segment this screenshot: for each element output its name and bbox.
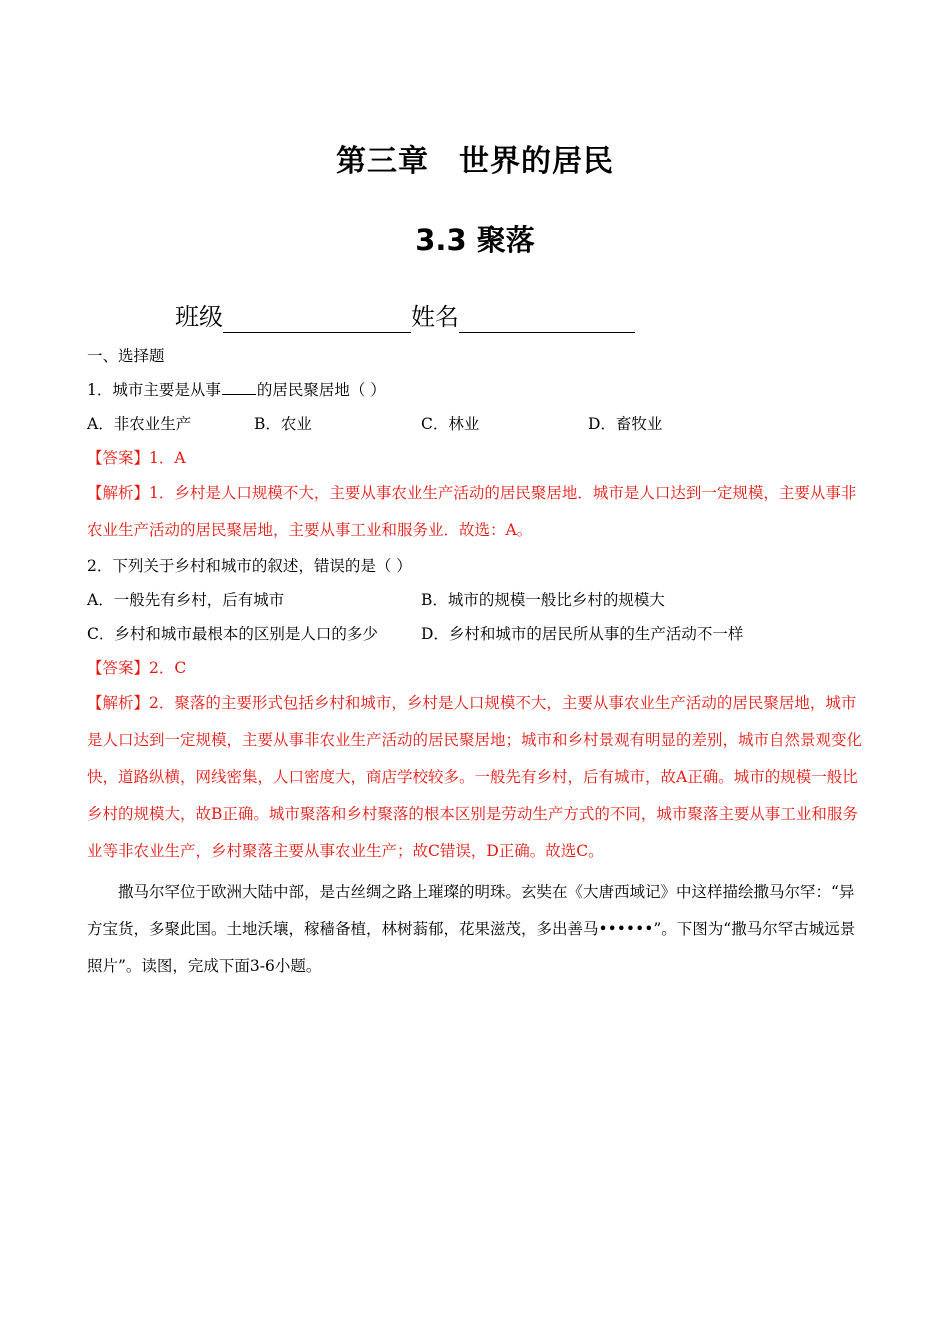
question-2-analysis	[87, 685, 862, 870]
question-1-answer	[87, 441, 862, 475]
question-1-stem	[87, 373, 862, 407]
question-content	[87, 339, 862, 985]
question-1-option-a: A．非农业生产	[87, 415, 192, 433]
question-2-option-a: A．一般先有乡村，后有城市	[87, 591, 285, 609]
reading-passage: 撒马尔罕位于欧洲大陆中部，是古丝绸之路上璀璨的明珠。玄奘在《大唐西域记》中这样描绘撒马尔罕：“异方宝货，多聚此国。土地沃壤，稼穑备植，林树蓊郁，花果滋茂，多出善马••••••”。下图为“撒马尔罕古城远景照片”。读图，完成下面3-6小题。	[87, 883, 856, 975]
section-heading: 一、选择题	[87, 347, 165, 365]
question-2-answer	[87, 651, 862, 685]
question-2-option-d: D．乡村和城市的居民所从事的生产活动不一样	[421, 625, 744, 643]
analysis-tag: 【解析】	[87, 694, 150, 712]
question-2-stem: 2．下列关于乡村和城市的叙述，错误的是（ ）	[87, 557, 412, 575]
question-1-stem-after: 的居民聚居地（ ）	[256, 381, 386, 399]
answer-value: 2．C	[149, 659, 187, 677]
name-blank	[459, 302, 635, 333]
class-name-line	[175, 297, 635, 337]
question-2-options-row1	[87, 583, 862, 617]
chapter-title	[0, 140, 950, 184]
question-2-option-b: B．城市的规模一般比乡村的规模大	[421, 591, 665, 609]
name-label: 姓名	[411, 303, 459, 331]
question-1-options	[87, 407, 862, 441]
chapter-name: 世界的居民	[459, 144, 614, 179]
question-1-option-c: C．林业	[421, 415, 480, 433]
analysis-tag: 【解析】	[87, 484, 150, 502]
question-1-analysis	[87, 475, 862, 549]
answer-tag: 【答案】	[87, 449, 150, 467]
answer-value: 1．A	[149, 449, 186, 467]
question-1-stem-before: 1．城市主要是从事	[87, 381, 221, 399]
question-2-options-row2	[87, 617, 862, 651]
chapter-number: 第三章	[336, 144, 429, 179]
analysis-text: 2．聚落的主要形式包括乡村和城市，乡村是人口规模不大，主要从事农业生产活动的居民聚居地，城市是人口达到一定规模，主要从事非农业生产活动的居民聚居地；城市和乡村景观有明显的差别，城市自然景观变化快，道路纵横，网线密集，人口密度大，商店学校较多。一般先有乡村，后有城市，故A正确。城市的规模一般比乡村的规模大，故B正确。城市聚落和乡村聚落的根本区别是劳动生产方式的不同，城市聚落主要从事工业和服务业等非农业生产，乡村聚落主要从事农业生产；故C错误，D正确。故选C。	[87, 694, 863, 860]
question-1-option-b: B．农业	[254, 415, 312, 433]
class-label: 班级	[175, 303, 223, 331]
section-title: 3.3 聚落	[415, 223, 535, 257]
analysis-text: 1．乡村是人口规模不大，主要从事农业生产活动的居民聚居地．城市是人口达到一定规模，主要从事非农业生产活动的居民聚居地，主要从事工业和服务业．故选：A。	[87, 484, 857, 539]
question-2-option-c: C．乡村和城市最根本的区别是人口的多少	[87, 625, 378, 643]
question-1-option-d: D．畜牧业	[588, 415, 663, 433]
fill-blank	[222, 374, 256, 395]
class-blank	[223, 302, 411, 333]
answer-tag: 【答案】	[87, 659, 150, 677]
